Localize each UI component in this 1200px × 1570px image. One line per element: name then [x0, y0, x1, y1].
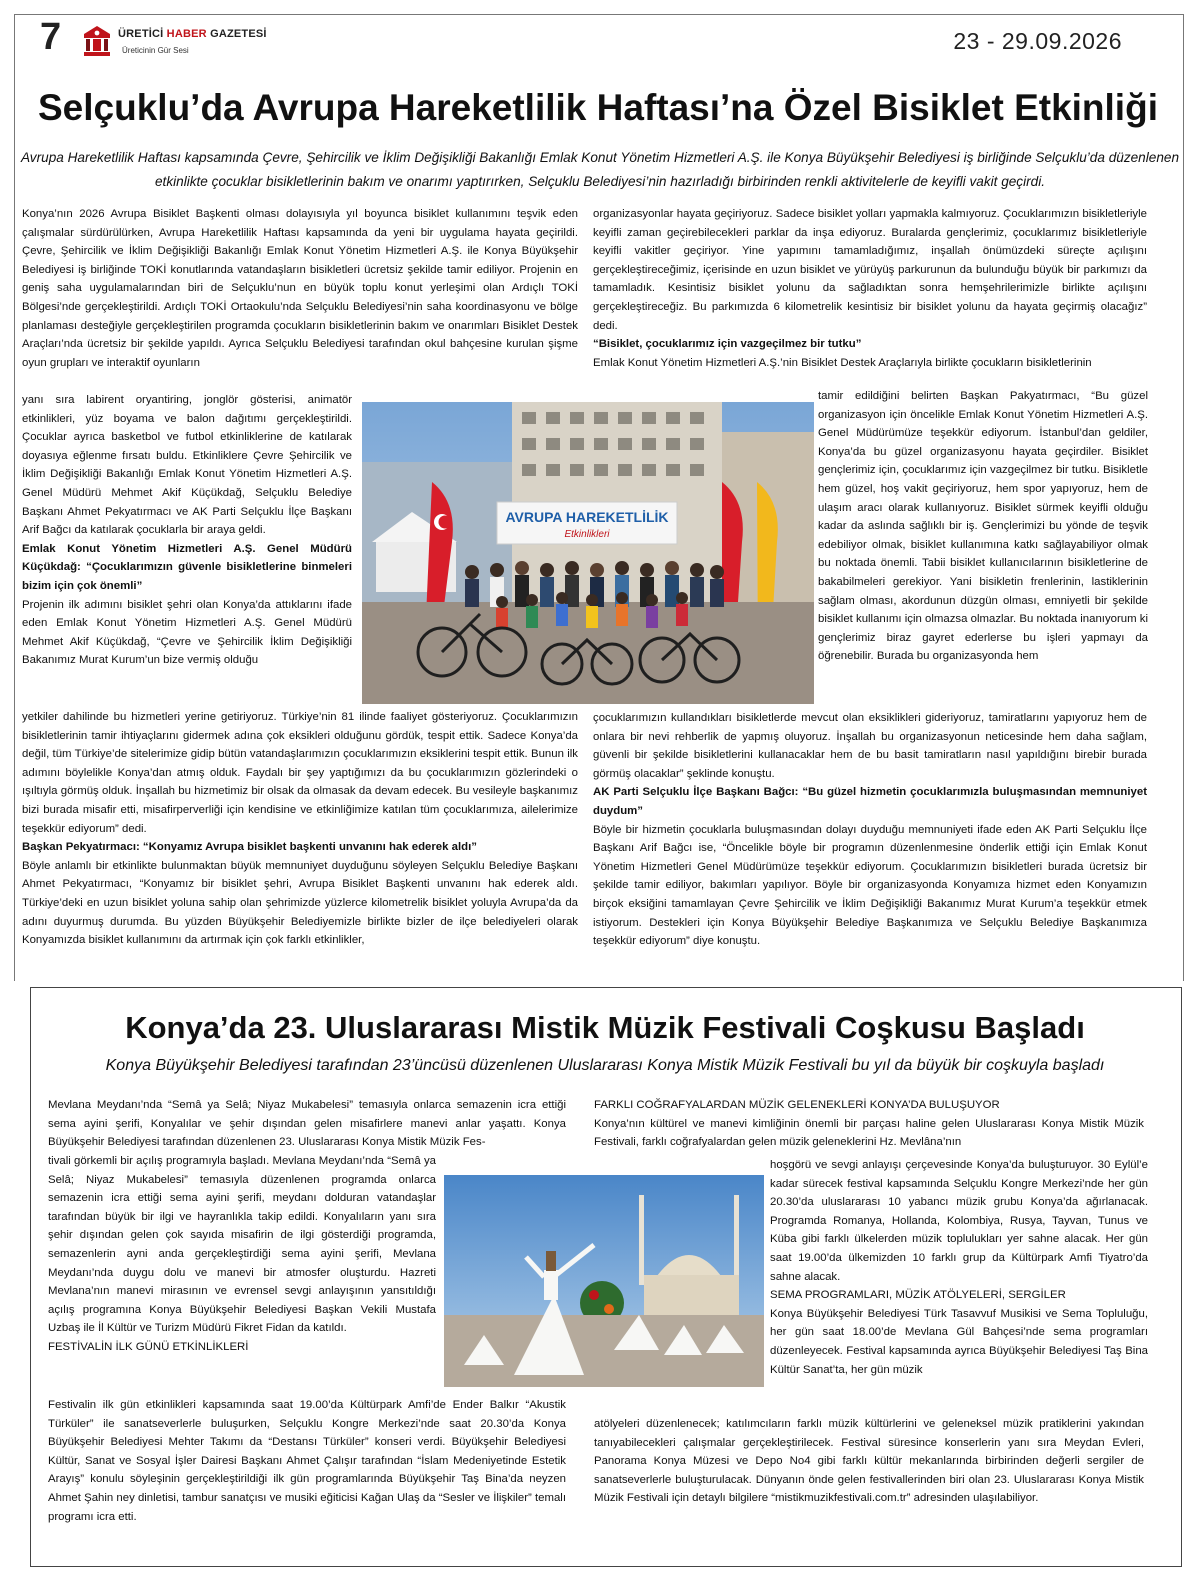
- article1-right-top: [593, 205, 1147, 372]
- article2-right-top: [594, 1096, 1144, 1152]
- paragraph: Konya’nın 2026 Avrupa Bisiklet Başkenti olması dolayısıyla yıl boyunca bisiklet kullanımını teşvik eden çalışmalar sürdürülürken, Avrupa Hareketlilik Haftası kapsamında da yeni bir uygulama hayata geçirildi. Çevre, Şehircilik ve İklim Değişikliği Bakanlığı Emlak Konut Yönetim Hizmetleri A.Ş. ile Konya Büyükşehir Belediyesi iş birliğinde TOKİ konutlarında vatandaşların bisikletleri ücretsiz şekilde tamir ediliyor. Projenin en geniş saha uygulamalarından biri de Selçuklu’nun en büyük toplu konut yerleşimi olan Ardıçlı TOKİ Bölgesi’nde gerçekleştirildi. Ardıçlı TOKİ Ortaokulu’nda Selçuklu Belediyesi’nin saha koordinasyonu ve bölge planlaması desteğiyle gerçekleştirilen programda çocukların bisikletlerinin bakım ve onarımları Bisiklet Destek Araçları’nda ücretsiz bir şekilde yapıldı. Ayrıca Selçuklu Belediyesi tarafından okul bahçesine kurulan şişme oyun grupları ve interaktif oyunların: [22, 208, 578, 369]
- paragraph: Mevlana Meydanı’nda “Semâ ya Selâ; Niyaz Mukabelesi” temasıyla onlarca semazenin icra ettiği sema ayini şerifi, Konyalılar ve şehir dışından gelen misafirlere manevi anlar yaşattı. Konya Büyükşehir Belediyesi tarafından düzenlenen 23. Uluslararası Konya Mistik Müzik Fes-: [48, 1099, 566, 1149]
- brand-red: HABER: [166, 28, 207, 40]
- paragraph: organizasyonlar hayata geçiriyoruz. Sadece bisiklet yolları yapmakla kalmıyoruz. Çocuklarımızın bisikletleriyle keyifli zaman geçirebilecekleri parklar da inşa ediyoruz. Buralarda gençlerimiz, çocuklarımız bisikletleriyle keyifli vakitler geçiriyor. Yine yapımını tamamladığımız, inşallah önümüzdeki süreçte açılışını gerçekleştireceğimiz, içerisinde en uzun bisiklet ve yürüyüş parkurunun da bulunduğu büyük bir parkımızı da tamamladık. Kesintisiz bisiklet yolunu da sağladıktan sonra hemşehrilerimizle birlikte açılışını gerçekleştireceğiz. Bu parkımızda 6 kilometrelik kesintisiz bir bisiklet yolunu da hayata geçirmiş olacağız” dedi.: [593, 208, 1147, 332]
- paragraph: tamir edildiğini belirten Başkan Pakyatırmacı, “Bu güzel organizasyon için öncelikle Emlak Konut Yönetim Hizmetleri A.Ş. Genel Müdürümüze teşekkür ediyorum. İstanbul’dan geldiler, Konya’da bu güzel organizasyonu hayata geçirdiler. Bisiklet gençlerimiz için, çocuklarımız için vazgeçilmez bir tutku. Bisikletle hem güzel, hoş vakit geçiriyoruz, hem spor yapıyoruz, hem de ulaşım aracı olarak kullanıyoruz. Bisiklet sürmek keyifli olduğu kadar da aslında sağlıklı bir iş. Gençlerimizi bu yönde de teşvik edebiliyor olmak, bisiklet kullanımına katkı sağlayabiliyor olmak bu noktada önemli. Tabii bisiklet kullanıcılarının bisikletlerine de bakabilmeleri gerekiyor. Yani bisikletin frenlerinin, lastiklerinin sağlam olması, akordunun düzgün olması, emniyetli bir şekilde bisiklet kullanımı için olmazsa olmazlar. Bu noktada inanıyorum ki gençlerimiz biraz gayret ederlerse bu işleri yapmayı da öğrenebilir. Burada bu organizasyonda hem: [818, 390, 1148, 663]
- article1-deck: Avrupa Hareketlilik Haftası kapsamında Çevre, Şehircilik ve İklim Değişikliği Bakanlığı Emlak Konut Yönetim Hizmetleri A.Ş. ile Konya Büyükşehir Belediyesi iş birliğinde Selçuklu’da düzenlenen etkinlikte çocuklar bisikletlerinin bakım ve onarımı yaptırırken, Selçuklu Belediyesi’nin hazırladığı birbirinden renkli aktivitelerle de keyifli vakit geçirdi.: [20, 150, 1180, 189]
- paragraph: Böyle anlamlı bir etkinlikte bulunmaktan büyük memnuniyet duyduğunu söyleyen Selçuklu Belediye Başkanı Ahmet Pekyatırmacı, “Konyamız bir bisiklet şehri, Avrupa Bisiklet Başkenti unvanını hak ederek aldı. Türkiye’deki en uzun bisiklet yoluna sahip olan şehrimizde yüzlerce kilometrelik bisiklet yoluyla Avrupa’da da adını duyurmuş durumda. Bu yüzden Büyükşehir Belediyemizle birlikte bizler de ilçe belediyeleri olarak Konyamızda bisiklet kullanımını da artırmak için çok farklı etkinlikler,: [22, 859, 578, 947]
- paragraph: atölyeleri düzenlenecek; katılımcıların farklı müzik kültürlerini ve geleneksel müzik pratiklerini yakından tanıyabilecekleri çalışmalar gerçekleştirilecek. Festival süresince konserlerin yanı sıra Meydan Evleri, Panorama Konya Müzesi ve Depo No4 gibi farklı kültür mekanlarında birbirinden değerli sergiler de sanatseverlerle buluşturulacak. Dünyanın önde gelen festivallerinden biri olan 23. Uluslararası Konya Mistik Müzik Festivali için detaylı bilgilere “mistikmuzikfestivali.com.tr” adresinden ulaşılabiliyor.: [594, 1418, 1144, 1505]
- subheading: Başkan Pekyatırmacı: “Konyamız Avrupa bisiklet başkenti unvanını hak ederek aldı”: [22, 841, 477, 854]
- article1-left-bottom: [22, 708, 578, 950]
- paragraph: yetkiler dahilinde bu hizmetleri yerine getiriyoruz. Türkiye’nin 81 ilinde faaliyet gösteriyoruz. Çocuklarımızın bisikletlerinin tamir ihtiyaçlarını gidermek adına çok eksikleri olduğunu gördük, tespit ettik. Sadece Konya’da değil, tüm Türkiye’de sitelerimize gidip bütün vatandaşlarımızın çocuklarımızın eksiklerini tespit ettik. Bunun ilk adımını böylelikle Konya’dan atmış olduk. Faydalı bir şey yaptığımızı da bu çocuklarımızın gözlerindeki o ışıltıyla görmüş olduk. İnşallah bu hizmetimiz bir olsak da olmasak da devam edecek. Bu vesileyle başkanımız bizi burada misafir etti, misafirperverliği için kendisine ve etkinliğimize katılan tüm çocuklarımıza, ailelerimize teşekkür ediyorum” dedi.: [22, 711, 578, 835]
- banner-title: AVRUPA HAREKETLİLİK: [505, 509, 669, 525]
- subheading: FESTİVALİN İLK GÜNÜ ETKİNLİKLERİ: [48, 1340, 249, 1353]
- brand-slogan: Üreticinin Gür Sesi: [122, 46, 189, 55]
- paragraph: hoşgörü ve sevgi anlayışı çerçevesinde Konya’da buluşturuyor. 30 Eylül’e kadar sürecek festival kapsamında Selçuklu Kongre Merkezi’nde her gün 20.30’da uluslararası 10 yabancı müzik grubu Konya’da ağırlanacak. Programda Romanya, Hollanda, Kolombiya, Rusya, Tayvan, Tunus ve Küba gibi farklı ülkelerden müzik toplulukları yer sahne alacak. Her gün saat 19.00’da ülkemizden 10 farklı grup da Kültürpark Amfi Tiyatro’da sahne alacak.: [770, 1159, 1148, 1283]
- brand-tail: GAZETESİ: [210, 28, 267, 40]
- paragraph: yanı sıra labirent oryantiring, jonglör gösterisi, animatör etkinlikleri, yüz boyama ve balon dağıtımı gerçekleştirildi. Çocuklar ayrıca basketbol ve futbol etkinliklerine de katılarak doyasıya eğlenme fırsatı buldu. Etkinliklere Çevre Şehircilik ve İklim Değişikliği Bakanlığı Emlak Konut Yönetim Hizmetleri A.Ş. Genel Müdürü Mehmet Akif Küçükdağ, Selçuklu Belediye Başkanı Ahmet Pekyatırmacı ve AK Parti Selçuklu İlçe Başkanı Arif Bağcı da katılarak çocuklarla bir araya geldi.: [22, 394, 352, 537]
- subheading: FARKLI COĞRAFYALARDAN MÜZİK GELENEKLERİ KONYA’DA BULUŞUYOR: [594, 1099, 1000, 1111]
- paragraph: Projenin ilk adımını bisiklet şehri olan Konya’da attıklarını ifade eden Emlak Konut Yönetim Hizmetleri A.Ş. Genel Müdürü Mehmet Akif Küçükdağ, “Çevre ve Şehircilik İklim Değişikliği Bakanımız Murat Kurum’un bize vermiş olduğu: [22, 598, 352, 667]
- article1-left-narrow: [22, 391, 352, 670]
- banner-subtitle: Etkinlikleri: [564, 529, 610, 540]
- paragraph: Konya’nın kültürel ve manevi kimliğinin önemli bir parçası haline gelen Uluslararası Konya Mistik Müzik Festivali, farklı coğrafyalardan gelen müzik geleneklerini Hz. Mevlâna’nın: [594, 1117, 1144, 1149]
- article1-right-bottom: [593, 709, 1147, 951]
- sema-ceremony-illustration: [444, 1175, 764, 1387]
- paragraph: Böyle bir hizmetin çocuklarla buluşmasından dolayı duyduğu memnuniyeti ifade eden AK Parti Selçuklu İlçe Başkanı Arif Bağcı ise, “Öncelikle böyle bir programın düzenlenmesine önderlik ettiği için Emlak Konut Yönetim Hizmetleri Genel Müdürümüze teşekkür ediyorum. Çocuklarımızın bisikletleri burada ücretsiz bir şekilde tamir ediliyor, bakımları yapılıyor. Böyle bir organizasyonda Konyamıza hizmet eden Konyamızın birçok eksiğini tamamlayan Çevre Şehircilik ve İklim Değişikliği Bakanımız Murat Kurum’a teşekkür etmek istiyorum. Destekleri için Konya Büyükşehir Belediye Başkanımıza ve Selçuklu Belediye Başkanımıza teşekkür ediyorum” diye konuştu.: [593, 823, 1147, 948]
- article2-left-narrow: [48, 1152, 436, 1357]
- subheading: “Bisiklet, çocuklarımız için vazgeçilmez bir tutku”: [593, 338, 862, 351]
- bicycle-event-illustration: [362, 402, 814, 704]
- paragraph: Emlak Konut Yönetim Hizmetleri A.Ş.’nin Bisiklet Destek Araçlarıyla birlikte çocukların bisikletlerinin: [593, 356, 1092, 369]
- paragraph: tivali görkemli bir açılış programıyla başladı. Mevlana Meydanı’nda “Semâ ya Selâ; Niyaz Mukabelesi” temasıyla düzenlenen programda onlarca semazenin icra ettiği sema ayini şerifi, meydanı dolduran vatandaşlar tarafından büyük bir ilgi ve hayranlıkla takip edildi. Konyalıların yanı sıra şehir dışından gelen çok sayıda misafirin de ilgi gösterdiği programda, semazenlerin ayni anda gerçekleştirdiği sema ayini şerifi, Mevlana Meydanı’nda duygu dolu ve manevi bir atmosfer oluşturdu. Hazreti Mevlana’nın manevi mirasının ve evrensel sevgi anlayışının yansıtıldığı açılış programına Konya Büyükşehir Belediyesi Başkan Vekili Mustafa Uzbaş ile İl Kültür ve Turizm Müdürü Fikret Fidan da katıldı.: [48, 1155, 436, 1335]
- brand-name: [118, 28, 267, 40]
- issue-date: 23 - 29.09.2026: [953, 28, 1122, 54]
- article2-right-narrow: [770, 1156, 1148, 1379]
- sema-ceremony-photo: [444, 1175, 764, 1387]
- page-number: 7: [40, 16, 62, 58]
- newspaper-logo-icon: [82, 24, 112, 58]
- bicycle-event-photo: [362, 402, 814, 704]
- article1-left-top: [22, 205, 578, 372]
- article1-right-narrow: [818, 387, 1148, 666]
- article2-headline: Konya’da 23. Uluslararası Mistik Müzik Festivali Coşkusu Başladı: [125, 1010, 1085, 1045]
- paragraph: Konya Büyükşehir Belediyesi Türk Tasavvuf Musikisi ve Sema Topluluğu, her gün saat 18.00’de Mevlana Gül Bahçesi’nde sema programları düzenleyecek. Festival kapsamında ayrıca Büyükşehir Belediyesi Taş Bina Kültür Sanat’ta, her gün müzik: [770, 1307, 1148, 1376]
- article2-left-bottom: [48, 1396, 566, 1526]
- subheading: AK Parti Selçuklu İlçe Başkanı Bağcı: “Bu güzel hizmetin çocuklarımızla buluşmasından memnuniyet duydum”: [593, 786, 1147, 817]
- paragraph: Festivalin ilk gün etkinlikleri kapsamında saat 19.00’da Kültürpark Amfi’de Ender Balkır “Akustik Türküler” ile sanatseverlerle buluşurken, Selçuklu Kongre Merkezi’nde saat 20.30’da Konya Büyükşehir Belediyesi Mehter Takımı da “Destansı Türküler” konseri verdi. Büyükşehir Belediyesi Kültür, Sanat ve Sosyal İşler Dairesi Başkanı Ahmet Çalışır tarafından “İslam Medeniyetinde Estetik Arayış” konulu söyleşinin gerçekleştirildiği ilk gün programlarında Büyükşehir Taş Bina’da neyzen Ahmet Şahin ney dinletisi, tambur sanatçısı ve musiki eğiticisi Kağan Ulaş da “Sesler ve İlişkiler” temalı programı icra etti.: [48, 1399, 566, 1523]
- article2-right-bottom: [594, 1415, 1144, 1508]
- article2-left-top: [48, 1096, 566, 1152]
- article2-deck: Konya Büyükşehir Belediyesi tarafından 23’üncüsü düzenlenen Uluslararası Konya Mistik Müzik Festivali bu yıl da büyük bir coşkuyla başladı: [105, 1057, 1105, 1074]
- brand-main: ÜRETİCİ: [118, 28, 164, 40]
- subheading: Emlak Konut Yönetim Hizmetleri A.Ş. Genel Müdürü Küçükdağ: “Çocuklarımızın güvenle bisikletlerine binmeleri bizim için çok önemli”: [22, 542, 352, 592]
- subheading: SEMA PROGRAMLARI, MÜZİK ATÖLYELERİ, SERGİLER: [770, 1289, 1066, 1302]
- paragraph: çocuklarımızın kullandıkları bisikletlerde mevcut olan eksiklikleri gideriyoruz, tamiratlarını yapıyoruz hem de onlara bir nevi rehberlik de yapmış oluyoruz. İnşallah bu organizasyonun neticesinde hem daha sağlam, güvenli bir şekilde bisikletlerini kullanacaklar hem de bu basit tamiratların nasıl yapıldığını birebir burada görmüş olacaklar” şeklinde konuştu.: [593, 712, 1147, 780]
- article1-headline: Selçuklu’da Avrupa Hareketlilik Haftası’na Özel Bisiklet Etkinliği: [38, 87, 1158, 128]
